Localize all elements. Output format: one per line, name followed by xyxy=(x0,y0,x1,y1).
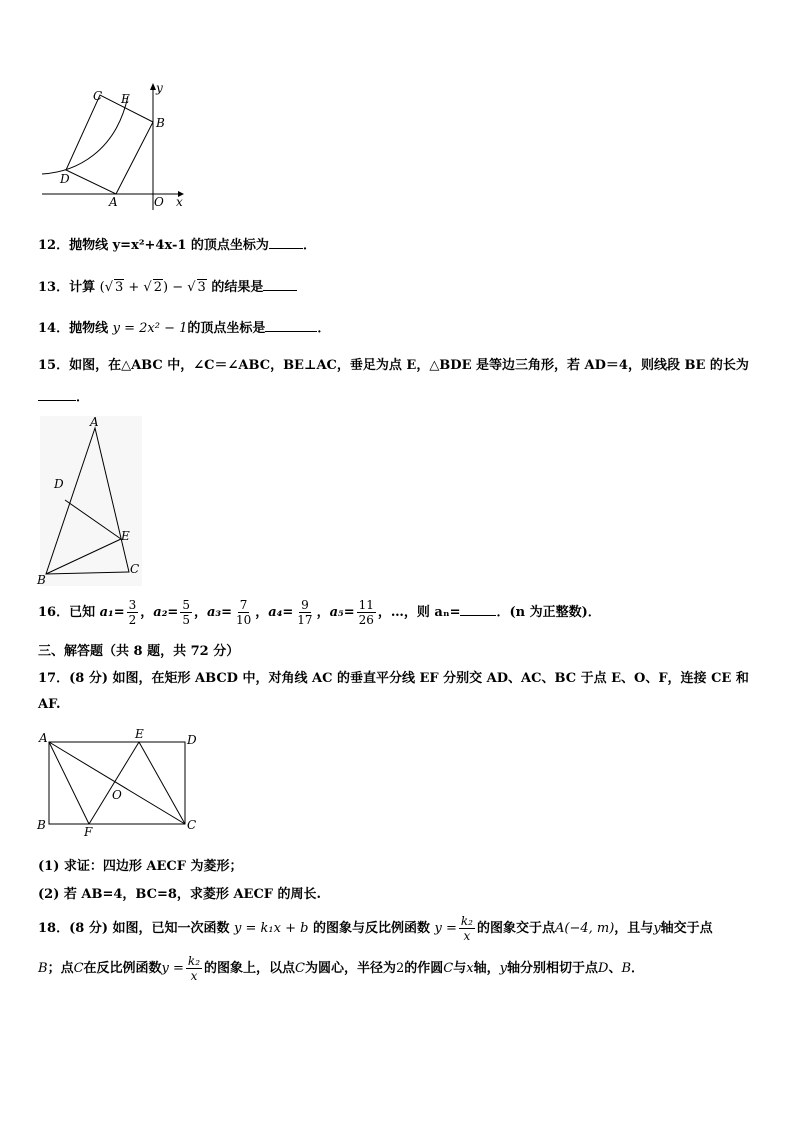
label-C: C xyxy=(130,562,140,576)
label-C: C xyxy=(93,89,103,103)
label-D: D xyxy=(54,477,64,491)
label-O: O xyxy=(154,195,164,209)
q18-linear: y = k₁x + b xyxy=(234,921,309,936)
q12-end: ． xyxy=(302,238,316,253)
q13-sqrt3b: 3 xyxy=(197,280,206,295)
q16-a5: a₅= xyxy=(329,605,355,620)
q15-end: ． xyxy=(76,390,90,405)
label-D: D xyxy=(187,733,197,747)
q13-answer-blank xyxy=(263,278,297,291)
q13-post: 的结果是 xyxy=(211,280,264,295)
q18-mid2: 的图象交于点 xyxy=(476,921,555,936)
section-3-title: 三、解答题（共 8 题，共 72 分） xyxy=(38,644,240,659)
label-A: A xyxy=(90,415,99,429)
q18-mid1: 的图象与反比例函数 xyxy=(312,921,430,936)
label-C: C xyxy=(187,818,197,832)
q16-frac-4: $\frac{9}{17}$ xyxy=(297,598,313,627)
question-17-part-1: (1) 求证：四边形 AECF 为菱形； xyxy=(38,859,243,874)
q16-a2: a₂= xyxy=(153,605,179,620)
q16-a1: a₁= xyxy=(99,605,125,620)
label-F: F xyxy=(84,825,93,839)
q14-answer-blank xyxy=(265,319,317,332)
q18-frac-k2-x-2: $\frac{\text{k₂}}{x}$ xyxy=(187,954,201,983)
question-15-blank-line xyxy=(38,386,89,405)
label-B: B xyxy=(37,818,46,832)
question-16: 16．已知 a₁= $\frac{3}{2}$ ，a₂= $\frac{5}{5}$ ，a₃= $\frac{7}{10}$ ，a₄= $\frac{9}{17}$ ，a₅= $\frac{11}{26}$ ，…，则 aₙ= ．(n 为正整数)． xyxy=(38,598,601,627)
q16-pre: 16．已知 xyxy=(38,605,96,620)
label-B: B xyxy=(156,116,165,130)
q18-frac-k2-x: $\frac{\text{k₂}}{x}$ xyxy=(460,914,473,943)
q16-answer-blank xyxy=(460,603,496,616)
label-E: E xyxy=(121,92,130,106)
question-17-part-2: (2) 若 AB=4，BC=8，求菱形 AECF 的周长. xyxy=(38,887,322,902)
label-A: A xyxy=(39,731,48,745)
q16-frac-1: $\frac{3}{2}$ xyxy=(128,598,137,627)
question-17-line-2: AF. xyxy=(38,697,61,712)
question-15 xyxy=(38,354,749,373)
label-A: A xyxy=(109,195,118,209)
q16-frac-2: $\frac{5}{5}$ xyxy=(182,598,190,627)
question-14 xyxy=(38,317,330,336)
label-D: D xyxy=(60,172,70,186)
figure-rectangle-abcd xyxy=(34,727,206,839)
q12-answer-blank xyxy=(269,236,303,249)
q14-pre: 14．抛物线 xyxy=(38,321,109,336)
question-18-line-2: B；点C在反比例函数y = $\frac{\text{k₂}}{x}$ 的图象上，以点C为圆心，半径为2的作圆C与x轴，y轴分别相切于点D、B． xyxy=(38,954,645,983)
label-B: B xyxy=(37,573,46,587)
q13-pre: 13．计算 xyxy=(38,280,96,295)
question-12 xyxy=(38,234,316,253)
q18-pre: 18．(8 分) 如图，已知一次函数 xyxy=(38,921,230,936)
figure-triangle-abc xyxy=(34,414,146,589)
q16-a3: a₃= xyxy=(206,605,232,620)
q13-sqrt3: 3 xyxy=(114,280,124,295)
q15-text: 15．如图，在△ABC 中，∠C＝∠ABC，BE⊥AC，垂足为点 E，△BDE 是等边三角形，若 AD＝4，则线段 BE 的长为 xyxy=(38,358,749,373)
label-E: E xyxy=(121,529,130,543)
figure-square-parabola xyxy=(36,82,186,212)
label-E: E xyxy=(135,727,144,741)
label-O: O xyxy=(112,788,122,802)
label-x-axis: x xyxy=(176,195,183,209)
q16-tail: ，…，则 aₙ= xyxy=(377,605,461,620)
label-y-axis: y xyxy=(156,82,163,95)
q12-text: 12．抛物线 y=x²+4x-1 的顶点坐标为 xyxy=(38,238,269,253)
question-18-line-1: 18．(8 分) 如图，已知一次函数 y = k₁x + b 的图象与反比例函数 y = $\frac{\text{k₂}}{x}$ 的图象交于点A(−4, m)，且与y轴交于点 xyxy=(38,914,713,943)
q16-frac-5: $\frac{11}{26}$ xyxy=(358,598,374,627)
q16-frac-3: $\frac{7}{10}$ xyxy=(235,598,252,627)
q13-sqrt2: 2 xyxy=(153,280,162,295)
question-17-line-1: 17．(8 分) 如图，在矩形 ABCD 中，对角线 AC 的垂直平分线 EF 分别交 AD、AC、BC 于点 E、O、F，连接 CE 和 xyxy=(38,671,749,686)
q15-answer-blank xyxy=(38,388,76,401)
question-13: 13．计算 (√ 3 + √ 2) − √ 3 的结果是 xyxy=(38,276,297,295)
q14-formula: y = 2x² − 1 xyxy=(112,321,188,336)
q14-end: ． xyxy=(317,321,331,336)
q14-post: 的顶点坐标是 xyxy=(187,321,266,336)
q16-post: ．(n 为正整数)． xyxy=(496,605,601,620)
q18-point-a: A(−4, m) xyxy=(555,921,615,936)
q16-a4: a₄= xyxy=(268,605,294,620)
